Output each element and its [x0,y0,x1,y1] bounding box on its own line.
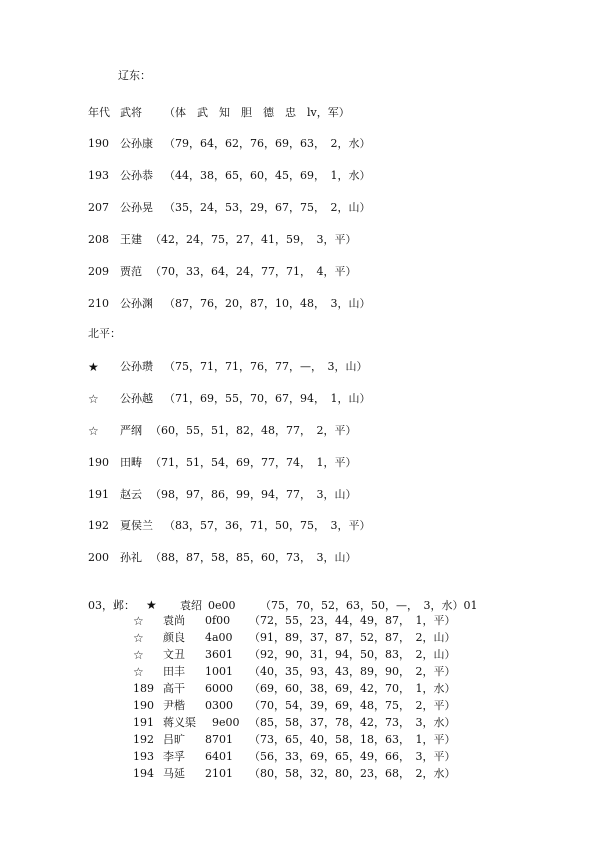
row-code: 4a00 [205,631,233,644]
row-name: 高干 [163,682,185,695]
row-stats: （83，57，36，71，50，75， 3，平） [164,519,371,532]
row-year: 207 [88,201,109,214]
initial-star-icon: ☆ [133,614,144,628]
row-name: 公孙晃 [120,201,153,214]
row-year: 210 [88,297,109,310]
row-name: 王建 [120,233,142,246]
initial-star-icon: ☆ [88,424,99,438]
row-name: 田丰 [163,665,185,678]
section-heading-liaodong: 辽东： [118,69,151,82]
row-name: 夏侯兰 [120,519,153,532]
row-code: 0f00 [205,614,231,627]
leader-code: 0e00 [208,599,236,612]
row-stats: （70，54，39，69，48，75， 2，平） [249,699,456,712]
row-year: 189 [133,682,154,695]
row-stats: （79，64，62，76，69，63， 2，水） [164,137,371,150]
row-name: 公孙渊 [120,297,153,310]
row-code: 3601 [205,648,233,661]
row-year: 209 [88,265,109,278]
row-name: 袁尚 [163,614,185,627]
row-code: 8701 [205,733,233,746]
section-prefix-ye: 03，邺： [88,599,135,612]
row-code: 9e00 [212,716,240,729]
row-year: 193 [133,750,154,763]
row-stats: （56，33，69，65，49，66， 3，平） [249,750,456,763]
initial-star-icon: ☆ [88,392,99,406]
header-year: 年代 [88,106,110,119]
row-name: 马延 [163,767,185,780]
row-year: 193 [88,169,109,182]
row-stats: （91，89，37，87，52，87， 2，山） [249,631,456,644]
row-code: 6401 [205,750,233,763]
row-year: 191 [133,716,154,729]
row-stats: （98，97，86，99，94，77， 3，山） [150,488,357,501]
initial-star-icon: ☆ [133,631,144,645]
header-general: 武将 [120,106,142,119]
row-code: 2101 [205,767,233,780]
row-year: 190 [133,699,154,712]
row-year: 194 [133,767,154,780]
row-name: 公孙康 [120,137,153,150]
leader-stats: （75，70，52，63，50，—， 3，水）01 [260,599,478,612]
row-name: 蒋义渠 [163,716,196,729]
row-stats: （88，87，58，85，60，73， 3，山） [150,551,357,564]
leader-name: 袁绍 [180,599,202,612]
row-name: 公孙恭 [120,169,153,182]
row-stats: （40，35，93，43，89，90， 2，平） [249,665,456,678]
row-name: 赵云 [120,488,142,501]
initial-star-icon: ☆ [133,648,144,662]
row-year: 190 [88,456,109,469]
row-stats: （75，71，71，76，77，—， 3，山） [164,360,368,373]
section-heading-beiping: 北平： [88,327,121,340]
row-name: 严纲 [120,424,142,437]
lord-star-icon: ★ [146,598,157,612]
row-stats: （44，38，65，60，45，69， 1，水） [164,169,371,182]
header-stats: （体 武 知 胆 德 忠 lv，军） [164,106,350,119]
row-year: 208 [88,233,109,246]
row-code: 0300 [205,699,233,712]
row-name: 吕旷 [163,733,185,746]
row-name: 尹楷 [163,699,185,712]
row-stats: （87，76，20，87，10，48， 3，山） [164,297,371,310]
row-stats: （70，33，64，24，77，71， 4，平） [150,265,357,278]
lord-star-icon: ★ [88,360,99,374]
row-stats: （42，24，75，27，41，59， 3，平） [150,233,357,246]
row-name: 颜良 [163,631,185,644]
row-year: 192 [88,519,109,532]
row-stats: （71，51，54，69，77，74， 1，平） [150,456,357,469]
row-stats: （60，55，51，82，48，77， 2，平） [150,424,357,437]
row-name: 公孙瓒 [120,360,153,373]
row-name: 公孙越 [120,392,153,405]
row-stats: （80，58，32，80，23，68， 2，水） [249,767,456,780]
row-stats: （92，90，31，94，50，83， 2，山） [249,648,456,661]
row-name: 田畴 [120,456,142,469]
row-code: 6000 [205,682,233,695]
row-name: 李孚 [163,750,185,763]
row-year: 192 [133,733,154,746]
row-stats: （85，58，37，78，42，73， 3，水） [249,716,456,729]
row-code: 1001 [205,665,233,678]
row-stats: （73，65，40，58，18，63， 1，平） [249,733,456,746]
row-stats: （72，55，23，44，49，87， 1，平） [249,614,456,627]
row-stats: （69，60，38，69，42，70， 1，水） [249,682,456,695]
row-name: 贾范 [120,265,142,278]
row-year: 200 [88,551,109,564]
row-stats: （71，69，55，70，67，94， 1，山） [164,392,371,405]
row-name: 文丑 [163,648,185,661]
row-year: 190 [88,137,109,150]
row-name: 孙礼 [120,551,142,564]
row-year: 191 [88,488,109,501]
row-stats: （35，24，53，29，67，75， 2，山） [164,201,371,214]
initial-star-icon: ☆ [133,665,144,679]
